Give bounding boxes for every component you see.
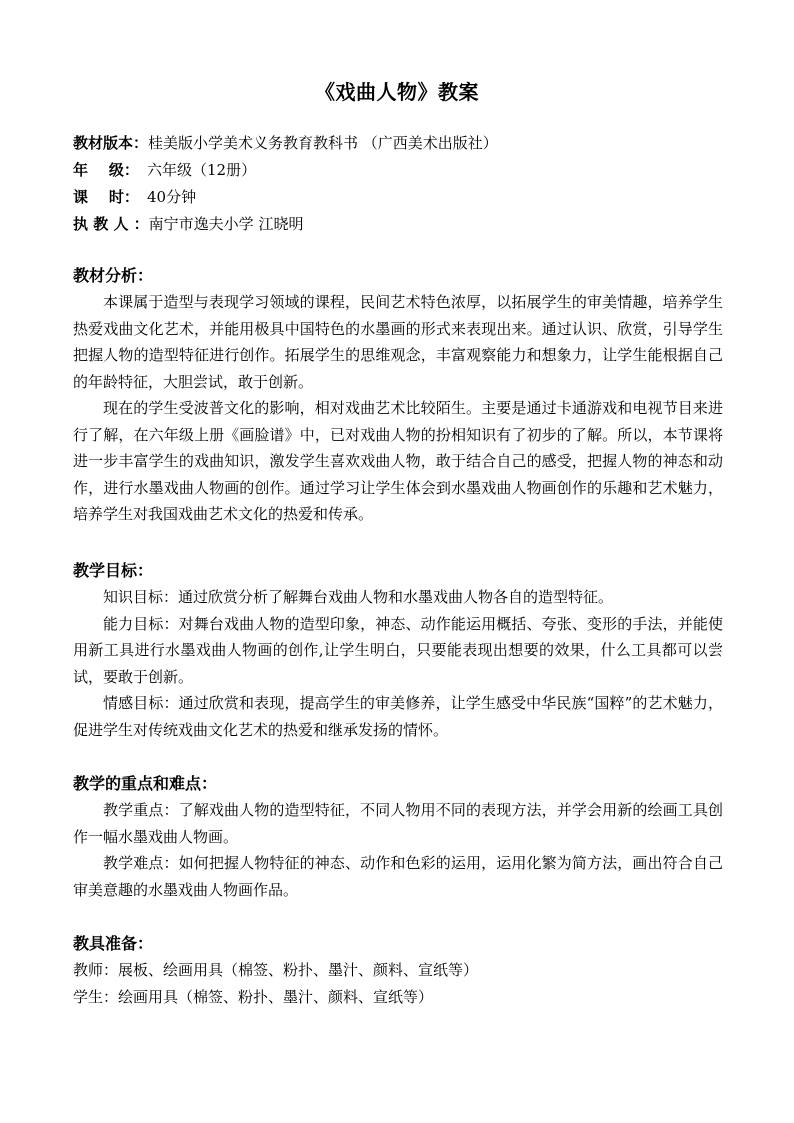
info-label: 课 时：	[73, 188, 139, 206]
info-textbook-version	[73, 130, 733, 157]
info-class-hours	[73, 184, 733, 211]
section-key-points	[73, 770, 723, 903]
materials-line-student: 学生：绘画用具（棉签、粉扑、墨汁、颜料、宣纸等）	[73, 987, 434, 1006]
info-label: 执 教 人 ：	[73, 215, 149, 233]
paragraph: 教学难点：如何把握人物特征的神态、动作和色彩的运用，运用化繁为简方法，画出符合自己审美意趣的水墨戏曲人物画作品。	[73, 854, 723, 899]
materials-line-teacher: 教师：展板、绘画用具（棉签、粉扑、墨汁、颜料、宣纸等）	[73, 961, 479, 979]
section-heading: 教学目标：	[73, 561, 154, 580]
info-grade	[73, 157, 733, 184]
paragraph: 本课属于造型与表现学习领域的课程，民间艺术特色浓厚，以拓展学生的审美情趣，培养学生热爱戏曲文化艺术，并能用极具中国特色的水墨画的形式来表现出来。通过认识、欣赏，引导学生把握人物的造型特征进行创作。拓展学生的思维观念，丰富观察能力和想象力，让学生能根据自己的年龄特征，大胆尝试，敢于创新。	[73, 293, 723, 391]
course-info-block	[73, 130, 733, 238]
section-teaching-goals	[73, 557, 723, 743]
info-value: 桂美版小学美术义务教育教科书 （广西美术出版社）	[148, 134, 498, 152]
info-value: 六年级（12册）	[147, 161, 257, 179]
info-teacher	[73, 211, 733, 238]
paragraph: 知识目标：通过欣赏分析了解舞台戏曲人物和水墨戏曲人物各自的造型特征。	[103, 588, 614, 606]
section-heading: 教材分析：	[73, 266, 154, 285]
paragraph: 情感目标：通过欣赏和表现，提高学生的审美修养，让学生感受中华民族“国粹”的艺术魅力，促进学生对传统戏曲文化艺术的热爱和继承发扬的情怀。	[73, 694, 723, 739]
section-material-analysis	[73, 262, 723, 528]
paragraph: 现在的学生受波普文化的影响，相对戏曲艺术比较陌生。主要是通过卡通游戏和电视节目来进行了解，在六年级上册《画脸谱》中，已对戏曲人物的扮相知识有了初步的了解。所以，本节课将进一步丰富学生的戏曲知识，激发学生喜欢戏曲人物，敢于结合自己的感受，把握人物的神态和动作，进行水墨戏曲人物画的创作。通过学习让学生体会到水墨戏曲人物画创作的乐趣和艺术魅力，培养学生对我国戏曲艺术文化的热爱和传承。	[73, 399, 723, 523]
paragraph: 能力目标：对舞台戏曲人物的造型印象，神态、动作能运用概括、夸张、变形的手法，并能使用新工具进行水墨戏曲人物画的创作,让学生明白，只要能表现出想要的效果，什么工具都可以尝试，要敢于创新。	[73, 614, 723, 686]
paragraph: 教学重点：了解戏曲人物的造型特征，不同人物用不同的表现方法，并学会用新的绘画工具创作一幅水墨戏曲人物画。	[73, 801, 723, 846]
section-teaching-materials	[73, 930, 723, 1010]
info-label: 年 级：	[73, 161, 139, 179]
info-value: 40分钟	[147, 188, 197, 206]
section-heading: 教具准备：	[73, 934, 154, 953]
info-label: 教材版本：	[73, 134, 149, 152]
section-heading: 教学的重点和难点：	[73, 774, 218, 793]
info-value: 南宁市逸夫小学 江晓明	[148, 215, 304, 233]
document-title: 《戏曲人物》教案	[315, 80, 479, 104]
